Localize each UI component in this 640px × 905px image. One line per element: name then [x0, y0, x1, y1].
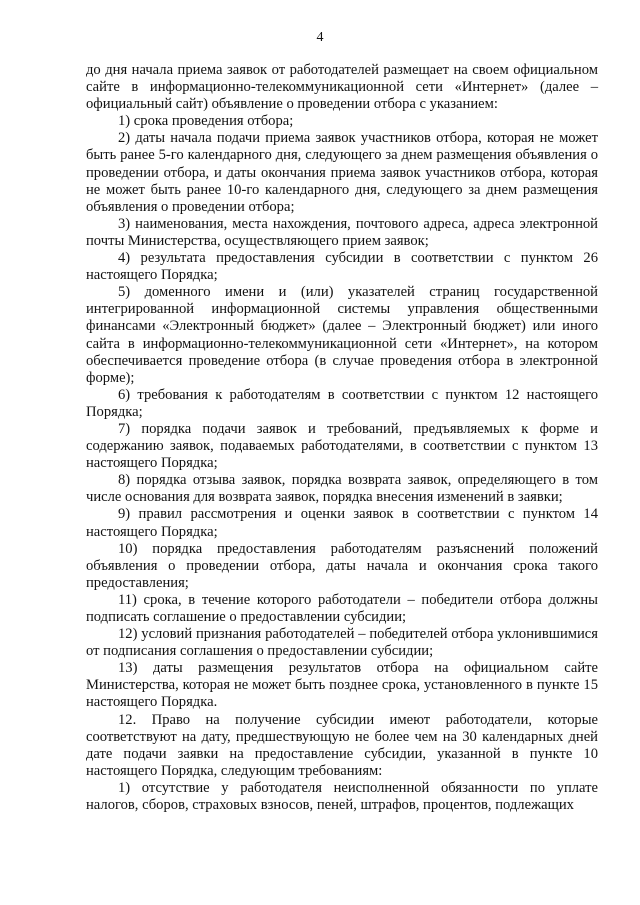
list-item-8: 8) порядка отзыва заявок, порядка возврата заявок, определяющего в том числе основания для возврата заявок, порядка внесения изменений в заявки; — [86, 472, 598, 506]
list-item-4: 4) результата предоставления субсидии в соответствии с пунктом 26 настоящего Порядка; — [86, 250, 598, 284]
list-item-2: 2) даты начала подачи приема заявок участников отбора, которая не может быть ранее 5-го календарного дня, следующего за днем размещения объявления о проведении отбора, и даты окончания приема заявок участников отбора, которая не может быть ранее 10-го календарного дня, следующего за днем размещения объявления о проведении отбора; — [86, 130, 598, 215]
document-body — [86, 62, 598, 814]
list-item-7: 7) порядка подачи заявок и требований, предъявляемых к форме и содержанию заявок, подаваемых работодателями, в соответствии с пунктом 13 настоящего Порядка; — [86, 420, 598, 472]
list-item-11: 11) срока, в течение которого работодатели – победители отбора должны подписать соглашение о предоставлении субсидии; — [86, 591, 598, 625]
list-item-10: 10) порядка предоставления работодателям разъяснений положений объявления о проведении отбора, даты начала и окончания срока такого предоставления; — [86, 540, 598, 591]
list-item-13: 13) даты размещения результатов отбора на официальном сайте Министерства, которая не может быть позднее срока, установленного в пункте 15 настоящего Порядка. — [86, 660, 598, 711]
list-item-12: 12) условий признания работодателей – победителей отбора уклонившимися от подписания соглашения о предоставлении субсидии; — [86, 626, 598, 660]
list-item-3: 3) наименования, места нахождения, почтового адреса, адреса электронной почты Министерства, осуществляющего прием заявок; — [86, 215, 598, 249]
list-item-6: 6) требования к работодателям в соответствии с пунктом 12 настоящего Порядка; — [86, 386, 598, 420]
list-item-5: 5) доменного имени и (или) указателей страниц государственной интегрированной информационной системы управления общественными финансами «Электронный бюджет» (далее – Электронный бюджет) или иного сайта в информационно-телекоммуникационной сети «Интернет», на котором обеспечивается проведение отбора (в случае проведения отбора в электронной форме); — [86, 284, 598, 386]
section-12-paragraph: 12. Право на получение субсидии имеют работодатели, которые соответствуют на дату, предшествующую не более чем на 30 календарных дней дате подачи заявки на предоставление субсидии, указанной в пункте 10 настоящего Порядка, следующим требованиям: — [86, 711, 598, 779]
paragraph-intro: до дня начала приема заявок от работодателей размещает на своем официальном сайте в информационно-телекоммуникационной сети «Интернет» (далее – официальный сайт) объявление о проведении отбора с указанием: — [86, 62, 598, 113]
list-item-1: 1) срока проведения отбора; — [118, 113, 294, 130]
requirement-item-1: 1) отсутствие у работодателя неисполненной обязанности по уплате налогов, сборов, страховых взносов, пеней, штрафов, процентов, подлежащих — [86, 779, 598, 814]
list-item-9: 9) правил рассмотрения и оценки заявок в соответствии с пунктом 14 настоящего Порядка; — [86, 506, 598, 540]
page-number: 4 — [316, 30, 324, 45]
